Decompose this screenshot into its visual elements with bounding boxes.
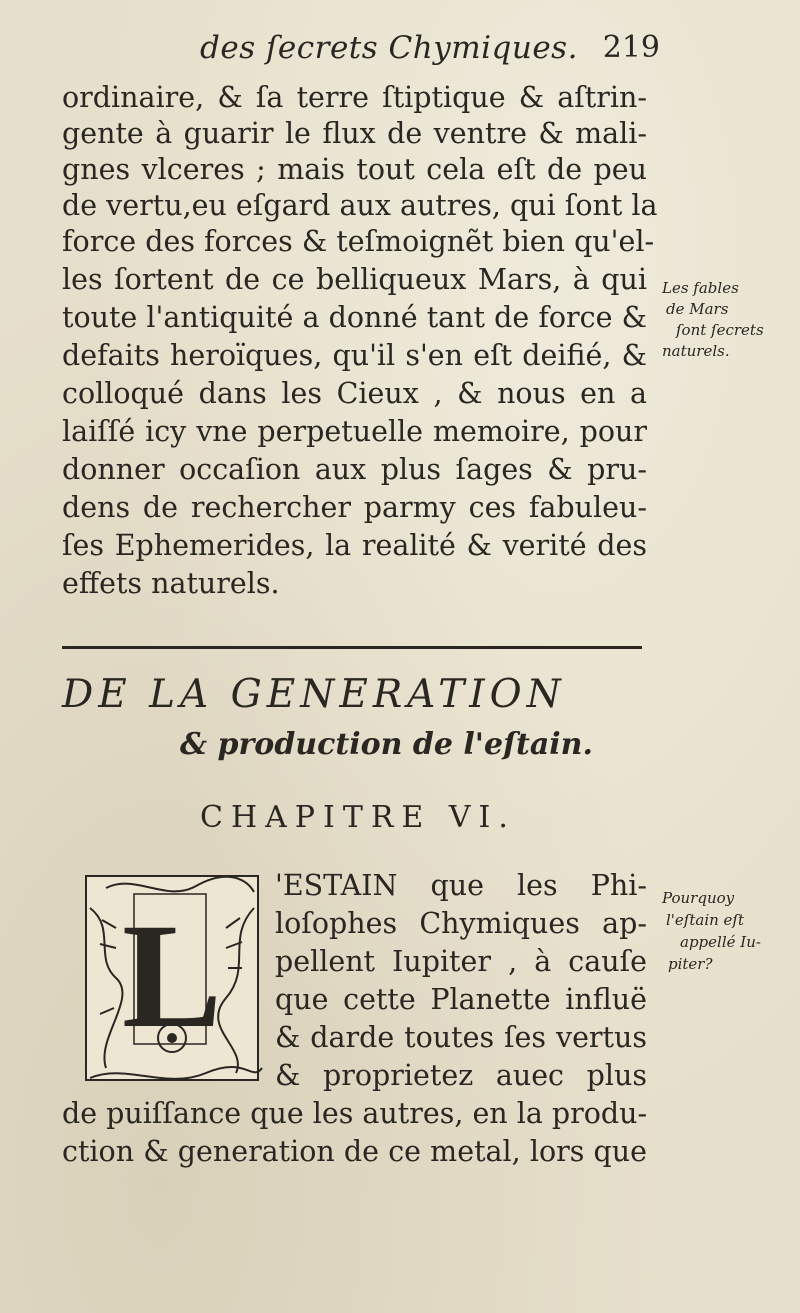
text-line: ſes Ephemerides, la realité & verité des bbox=[62, 529, 647, 562]
initial-letter: L bbox=[121, 893, 223, 1059]
text-line: loſophes Chymiques ap- bbox=[275, 907, 647, 940]
text-line: ordinaire, & ſa terre ſtiptique & aſtrin- bbox=[62, 81, 647, 114]
section-title: DE LA GENERATION bbox=[62, 672, 566, 717]
text-line: donner occaſion aux plus ſages & pru- bbox=[62, 453, 647, 486]
chapter-heading: CHAPITRE VI. bbox=[200, 800, 516, 835]
text-line: defaits heroïques, qu'il s'en eſt deifié, & bbox=[62, 339, 647, 372]
page-number: 219 bbox=[602, 30, 660, 65]
running-header bbox=[200, 30, 660, 70]
margin-note-line: piter? bbox=[668, 955, 713, 973]
text-line: force des forces & teſmoignẽt bien qu'el- bbox=[62, 225, 655, 258]
text-line: de vertu,eu eſgard aux autres, qui ſont la bbox=[62, 189, 658, 222]
margin-note-line: naturels. bbox=[662, 342, 730, 360]
decorated-initial-ornament bbox=[76, 868, 268, 1094]
text-line: gnes vlceres ; mais tout cela eſt de peu bbox=[62, 153, 647, 186]
margin-note-line: l'eſtain eſt bbox=[666, 911, 745, 929]
text-line: & proprietez auec plus bbox=[275, 1059, 647, 1092]
text-line: pellent Iupiter , à cauſe bbox=[275, 945, 647, 978]
text-line: 'ESTAIN que les Phi- bbox=[275, 869, 647, 902]
text-line: ction & generation de ce metal, lors que bbox=[62, 1135, 647, 1168]
section-divider bbox=[62, 646, 642, 649]
text-line: gente à guarir le flux de ventre & mali- bbox=[62, 117, 647, 150]
margin-note-line: Pourquoy bbox=[662, 889, 735, 907]
decorated-initial bbox=[76, 868, 268, 1094]
margin-note-line: de Mars bbox=[666, 300, 729, 318]
margin-note-line: Les fables bbox=[662, 279, 739, 297]
text-line: que cette Planette influë bbox=[275, 983, 647, 1016]
text-line: & darde toutes ſes vertus bbox=[275, 1021, 647, 1054]
text-line: de puiſſance que les autres, en la produ- bbox=[62, 1097, 648, 1130]
text-line: les ſortent de ce belliqueux Mars, à qui bbox=[62, 263, 647, 296]
section-subtitle: & production de l'eſtain. bbox=[180, 727, 593, 762]
text-line: colloqué dans les Cieux , & nous en a bbox=[62, 377, 647, 410]
running-title: des ſecrets Chymiques. bbox=[200, 30, 578, 66]
margin-note-line: appellé Iu- bbox=[680, 933, 761, 951]
text-line: effets naturels. bbox=[62, 567, 280, 600]
text-line: toute l'antiquité a donné tant de force & bbox=[62, 301, 647, 334]
text-line: laiſſé icy vne perpetuelle memoire, pour bbox=[62, 415, 647, 448]
margin-note-line: ſont ſecrets bbox=[676, 321, 764, 339]
text-line: dens de rechercher parmy ces fabuleu- bbox=[62, 491, 647, 524]
